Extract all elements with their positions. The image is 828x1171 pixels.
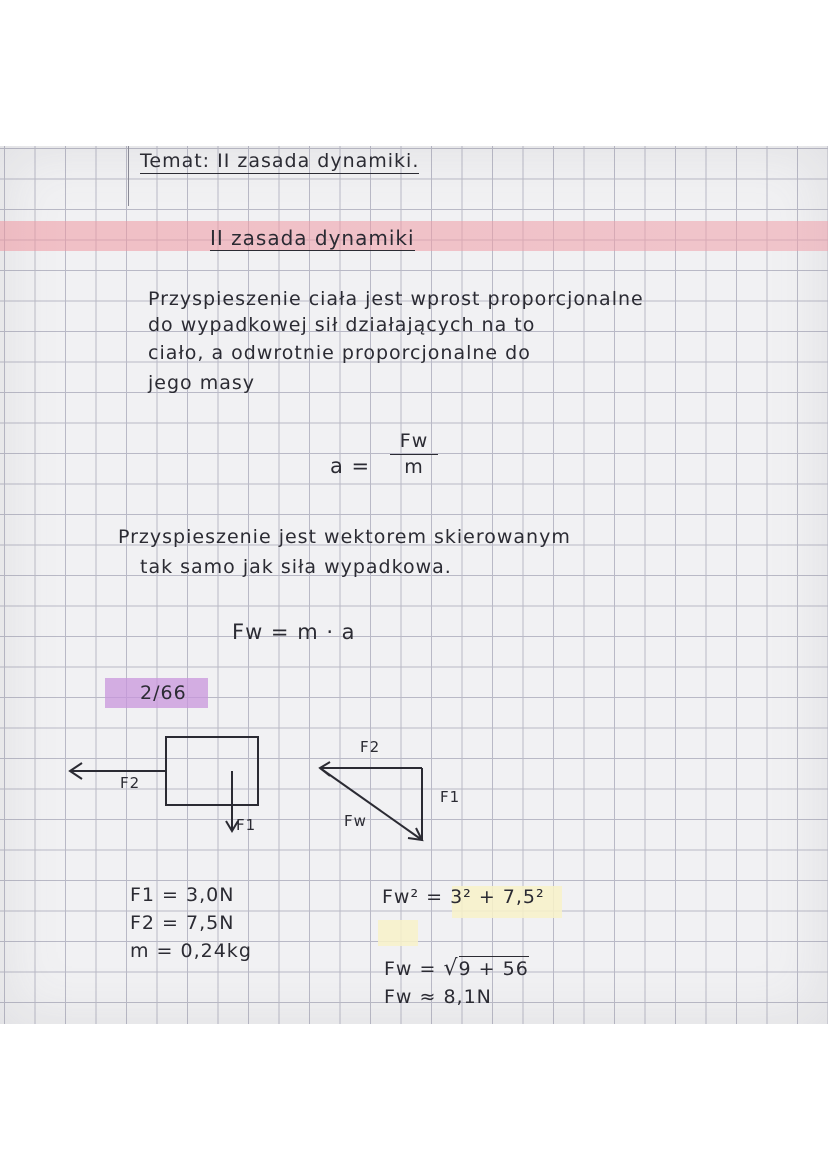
vector-note-line-2: tak samo jak siła wypadkowa.	[140, 556, 452, 578]
label-f2-top: F2	[360, 738, 381, 756]
fraction-bar	[390, 454, 438, 455]
label-f1-down: F1	[236, 816, 257, 834]
exercise-number: 2/66	[140, 682, 187, 704]
notebook-page	[0, 146, 828, 1024]
section-heading: II zasada dynamiki	[210, 226, 415, 250]
label-f1-right: F1	[440, 788, 461, 806]
definition-line-4: jego masy	[148, 372, 255, 394]
label-fw-diag: Fw	[344, 812, 367, 830]
given-f2: F2 = 7,5N	[130, 912, 235, 934]
vector-triangle-diagram	[310, 758, 440, 848]
eq2-lhs: Fw =	[384, 958, 437, 980]
given-mass: m = 0,24kg	[130, 940, 252, 962]
topic-line	[140, 152, 419, 174]
eq2-radicand: 9 + 56	[458, 958, 529, 980]
vector-note-line-1: Przyspieszenie jest wektorem skierowanym	[118, 526, 571, 548]
definition-line-3: ciało, a odwrotnie proporcjonalne do	[148, 342, 531, 364]
box-shape	[166, 737, 258, 805]
topic-label: Temat:	[140, 150, 211, 172]
fw-vector	[320, 768, 422, 840]
formula-newton: Fw = m · a	[232, 620, 356, 644]
sqrt-icon: √	[443, 956, 459, 981]
solution-eq3: Fw ≈ 8,1N	[384, 986, 492, 1008]
formula-a-fraction	[390, 432, 438, 477]
fraction-denominator: m	[404, 456, 424, 478]
correction-tape	[378, 920, 418, 946]
topic-text: II zasada dynamiki.	[217, 150, 420, 172]
solution-eq2	[384, 958, 529, 980]
formula-a-lhs: a =	[330, 454, 371, 478]
label-f2-left: F2	[120, 774, 141, 792]
definition-line-1: Przyspieszenie ciała jest wprost proporcjonalne	[148, 288, 644, 310]
given-f1: F1 = 3,0N	[130, 884, 235, 906]
margin-line	[128, 146, 129, 206]
definition-line-2: do wypadkowej sił działających na to	[148, 314, 536, 336]
solution-eq1: Fw² = 3² + 7,5²	[382, 886, 545, 908]
fraction-numerator: Fw	[399, 430, 429, 452]
